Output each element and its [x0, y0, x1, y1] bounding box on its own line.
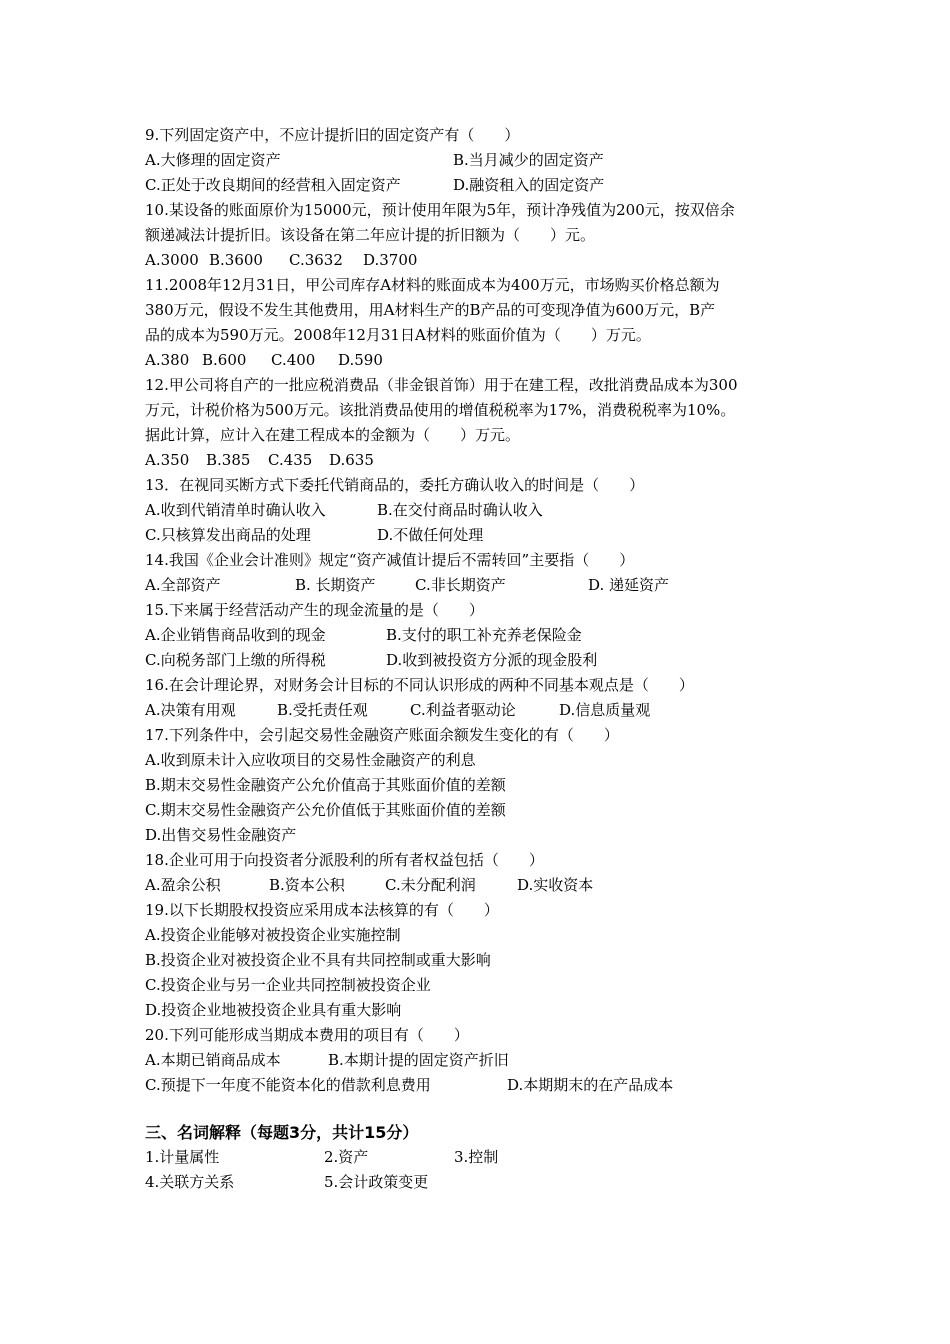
section-3-terms-row-2: [145, 1170, 825, 1195]
question-20-option-c: C.预提下一年度不能资本化的借款利息费用: [145, 1076, 431, 1094]
question-13-stem: 13．在视同买断方式下委托代销商品的，委托方确认收入的时间是（ ）: [145, 476, 645, 494]
question-18-option-d: D.实收资本: [517, 876, 594, 894]
question-15-option-b: B.支付的职工补充养老保险金: [386, 626, 582, 644]
question-16-stem: 16.在会计理论界，对财务会计目标的不同认识形成的两种不同基本观点是（ ）: [145, 676, 694, 694]
question-13-option-a: A.收到代销清单时确认收入: [145, 501, 326, 519]
question-9-option-b: B.当月减少的固定资产: [453, 151, 604, 169]
question-12-option-c: C.435: [268, 451, 313, 469]
question-14-stem: 14.我国《企业会计准则》规定“资产减值计提后不需转回”主要指（ ）: [145, 551, 635, 569]
question-14-options: [145, 573, 825, 598]
term-3: 3.控制: [454, 1148, 499, 1166]
question-10-option-a: A.3000: [145, 251, 199, 269]
question-15-options-row-1: [145, 623, 825, 648]
question-15-option-a: A.企业销售商品收到的现金: [145, 626, 326, 644]
question-18-option-a: A.盈余公积: [145, 876, 221, 894]
question-11-stem-line-3: 品的成本为590万元。2008年12月31日A材料的账面价值为（ ）万元。: [145, 326, 651, 344]
question-16-option-d: D.信息质量观: [559, 701, 651, 719]
section-3-title: 三、名词解释（每题3分，共计15分）: [145, 1123, 419, 1142]
question-16-option-a: A.决策有用观: [145, 701, 236, 719]
question-10-stem-line-2: 额递减法计提折旧。该设备在第二年应计提的折旧额为（ ）元。: [145, 226, 596, 244]
question-15-option-c: C.向税务部门上缴的所得税: [145, 651, 326, 669]
question-9-option-d: D.融资租入的固定资产: [453, 176, 605, 194]
question-13-option-d: D.不做任何处理: [377, 526, 484, 544]
question-17-option-d: D.出售交易性金融资产: [145, 826, 297, 844]
question-14-option-a: A.全部资产: [145, 576, 221, 594]
question-17-option-b: B.期末交易性金融资产公允价值高于其账面价值的差额: [145, 776, 506, 794]
question-16-option-c: C.利益者驱动论: [410, 701, 516, 719]
question-19-option-c: C.投资企业与另一企业共同控制被投资企业: [145, 976, 431, 994]
question-18-option-c: C.未分配利润: [385, 876, 476, 894]
question-11-stem-line-2: 380万元，假设不发生其他费用，用A材料生产的B产品的可变现净值为600万元，B产: [145, 301, 716, 319]
question-11-stem-line-1: 11.2008年12月31日，甲公司库存A材料的账面成本为400万元，市场购买价格总额为: [145, 276, 720, 294]
question-12-stem-line-2: 万元，计税价格为500万元。该批消费品使用的增值税税率为17%，消费税税率为10%。: [145, 401, 736, 419]
question-13-option-b: B.在交付商品时确认收入: [377, 501, 543, 519]
question-15-options-row-2: [145, 648, 825, 673]
question-20-options-row-1: [145, 1048, 825, 1073]
question-9-options-row-2: [145, 173, 825, 198]
question-14-option-b: B. 长期资产: [295, 576, 376, 594]
question-14-option-c: C.非长期资产: [415, 576, 506, 594]
question-20-option-d: D.本期期末的在产品成本: [507, 1076, 674, 1094]
exam-content: [145, 123, 825, 1195]
question-12-options: [145, 448, 825, 473]
question-19-option-d: D.投资企业地被投资企业具有重大影响: [145, 1001, 402, 1019]
question-17-stem: 17.下列条件中，会引起交易性金融资产账面余额发生变化的有（ ）: [145, 726, 619, 744]
question-13-options-row-2: [145, 523, 825, 548]
question-20-option-b: B.本期计提的固定资产折旧: [328, 1051, 509, 1069]
question-15-stem: 15.下来属于经营活动产生的现金流量的是（ ）: [145, 601, 484, 619]
question-9-options-row-1: [145, 148, 825, 173]
question-17-option-c: C.期末交易性金融资产公允价值低于其账面价值的差额: [145, 801, 506, 819]
question-14-option-d: D. 递延资产: [588, 576, 670, 594]
question-20-options-row-2: [145, 1073, 825, 1098]
question-10-option-d: D.3700: [363, 251, 418, 269]
question-11-option-c: C.400: [271, 351, 316, 369]
question-19-option-b: B.投资企业对被投资企业不具有共同控制或重大影响: [145, 951, 491, 969]
question-12-stem-line-1: 12.甲公司将自产的一批应税消费品（非金银首饰）用于在建工程，改批消费品成本为300: [145, 376, 738, 394]
question-13-option-c: C.只核算发出商品的处理: [145, 526, 311, 544]
question-12-option-d: D.635: [329, 451, 374, 469]
term-1: 1.计量属性: [145, 1148, 220, 1166]
question-17-option-a: A.收到原未计入应收项目的交易性金融资产的利息: [145, 751, 476, 769]
question-10-options: [145, 248, 825, 273]
question-19-stem: 19.以下长期股权投资应采用成本法核算的有（ ）: [145, 901, 499, 919]
question-11-option-d: D.590: [338, 351, 383, 369]
section-3-terms-row-1: [145, 1145, 825, 1170]
question-12-stem-line-3: 据此计算，应计入在建工程成本的金额为（ ）万元。: [145, 426, 521, 444]
question-9-stem: 9.下列固定资产中，不应计提折旧的固定资产有（ ）: [145, 126, 520, 144]
term-2: 2.资产: [324, 1148, 369, 1166]
question-16-option-b: B.受托责任观: [277, 701, 368, 719]
question-9-option-c: C.正处于改良期间的经营租入固定资产: [145, 176, 401, 194]
question-10-option-b: B.3600: [209, 251, 263, 269]
question-10-option-c: C.3632: [289, 251, 343, 269]
question-11-option-b: B.600: [202, 351, 247, 369]
question-13-options-row-1: [145, 498, 825, 523]
question-10-stem-line-1: 10.某设备的账面原价为15000元，预计使用年限为5年，预计净残值为200元，按双倍余: [145, 201, 735, 219]
term-4: 4.关联方关系: [145, 1173, 235, 1191]
question-11-options: [145, 348, 825, 373]
question-20-option-a: A.本期已销商品成本: [145, 1051, 281, 1069]
question-18-stem: 18.企业可用于向投资者分派股利的所有者权益包括（ ）: [145, 851, 544, 869]
question-19-option-a: A.投资企业能够对被投资企业实施控制: [145, 926, 401, 944]
question-18-option-b: B.资本公积: [269, 876, 345, 894]
question-20-stem: 20.下列可能形成当期成本费用的项目有（ ）: [145, 1026, 469, 1044]
question-18-options: [145, 873, 825, 898]
question-15-option-d: D.收到被投资方分派的现金股利: [386, 651, 598, 669]
question-12-option-a: A.350: [145, 451, 190, 469]
question-12-option-b: B.385: [206, 451, 251, 469]
question-9-option-a: A.大修理的固定资产: [145, 151, 281, 169]
question-11-option-a: A.380: [145, 351, 190, 369]
term-5: 5.会计政策变更: [324, 1173, 429, 1191]
question-16-options: [145, 698, 825, 723]
